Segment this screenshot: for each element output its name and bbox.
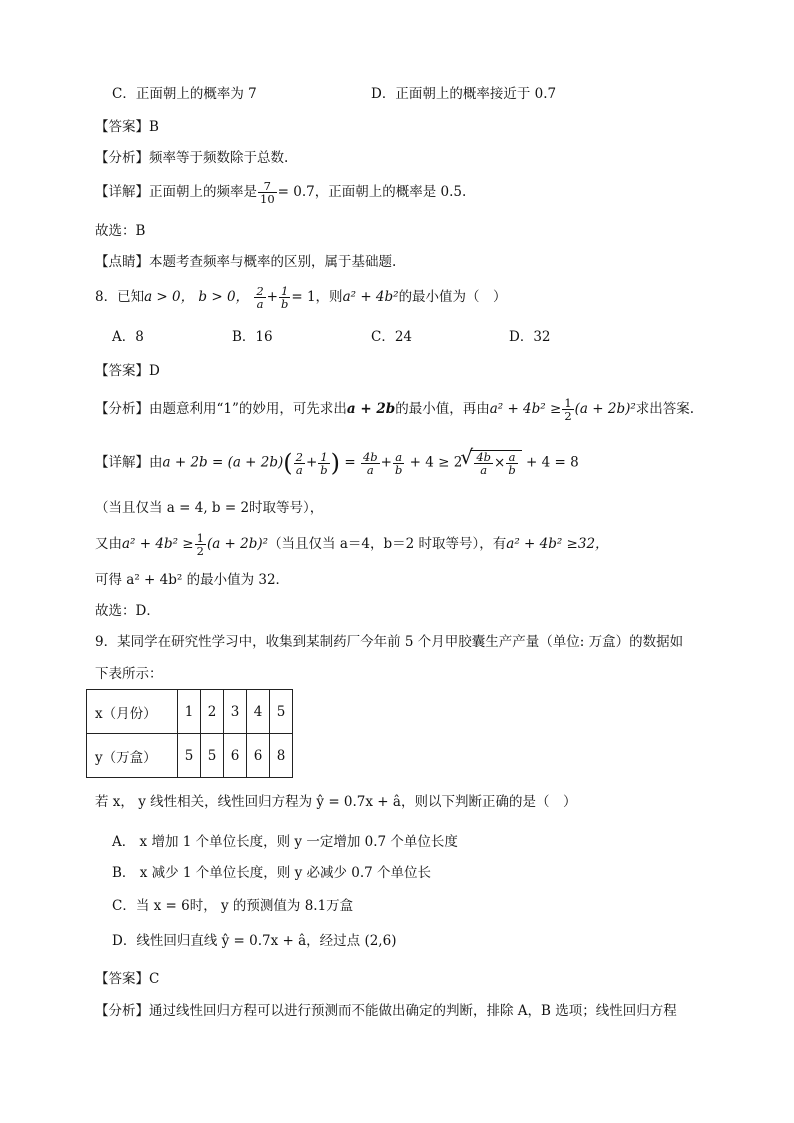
q7-choose: [95, 221, 145, 241]
data-table: [86, 689, 293, 778]
q9-option-a: [112, 832, 458, 852]
q8-option-b: [232, 327, 273, 347]
q8-stem: 8．已知a > 0， b > 0， $\frac{2}{a}$ + $\frac{1}{b}$ = 1，则a² + 4b²的最小值为（ ）: [95, 284, 507, 311]
detail-plus4: + 4 ≥ 2: [409, 454, 463, 471]
q7-detail: [95, 180, 466, 205]
detail-tag: 【详解】: [95, 454, 149, 471]
table-row: [87, 734, 293, 778]
fraction-numerator: √ 4b: [476, 450, 491, 464]
option-text: B． x 减少 1 个单位长度，则 y 必减少 0.7 个单位长: [112, 865, 432, 881]
answer-tag: 【答案】: [95, 119, 149, 135]
fraction: [393, 451, 404, 476]
q7-option-d-text: D．正面朝上的概率接近于 0.7: [371, 86, 557, 102]
detail-pre: 由: [149, 454, 163, 471]
q9-stem3: [95, 792, 576, 812]
detail-eq1: a + 2b = (a + 2b): [162, 454, 284, 471]
q8-stem-end: 的最小值为（ ）: [398, 289, 507, 305]
q8-stem-expr: a² + 4b²: [342, 289, 399, 305]
fraction-denominator: b: [280, 297, 289, 311]
analysis-pre: 由题意利用“1”的妙用，可先求出: [149, 401, 347, 417]
q9-option-b: [112, 863, 431, 883]
analysis-tag: 【分析】: [95, 401, 149, 417]
fraction: [361, 451, 380, 476]
fraction: [195, 532, 206, 557]
answer-tag: 【答案】: [95, 971, 149, 987]
analysis-tail: (a + 2b)²: [574, 401, 636, 417]
sqrt-radical: [470, 450, 521, 476]
table-cell: 5: [270, 690, 293, 734]
q8-stem-condition: a > 0， b > 0，: [144, 289, 250, 305]
option-text: D．线性回归直线 ŷ = 0.7x + â，经过点 (2,6): [112, 933, 397, 949]
fraction-numerator: 7: [258, 180, 277, 193]
q8-note1: [95, 498, 323, 518]
q8-answer: [95, 361, 160, 381]
q8-choose: [95, 601, 160, 621]
fraction: [258, 180, 277, 205]
table-cell: 2: [201, 690, 224, 734]
fraction-denominator: 2: [196, 544, 204, 558]
line-tail: (a + 2b)²: [206, 536, 269, 552]
q7-option-d: [371, 84, 556, 104]
q7-option-c-text: C．正面朝上的概率为 7: [112, 86, 257, 102]
table-cell: 5: [178, 734, 201, 778]
analysis-end: 求出答案.: [635, 401, 695, 417]
analysis-tag: 【分析】: [95, 1003, 149, 1019]
fraction-denominator: 2: [564, 409, 572, 423]
option-text: A．8: [112, 329, 144, 345]
fraction-numerator: a: [506, 451, 517, 464]
q7-answer: [95, 117, 159, 137]
fraction-denominator: 10: [260, 192, 275, 206]
option-text: C．当 x = 6时， y 的预测值为 8.1万盒: [112, 898, 354, 914]
line-text: 可得 a² + 4b² 的最小值为 32．: [95, 572, 290, 588]
table-cell: 4: [247, 690, 270, 734]
fraction-denominator: a: [366, 462, 374, 477]
q8-analysis: [95, 397, 694, 422]
paren-open: (: [283, 449, 293, 477]
fraction: [506, 451, 517, 476]
fraction-denominator: a: [256, 297, 264, 311]
q8-stem-eq: = 1，则: [291, 289, 343, 305]
answer-value: C: [149, 971, 160, 987]
option-text: A． x 增加 1 个单位长度，则 y 一定增加 0.7 个单位长度: [112, 834, 458, 850]
stem-text: 下表所示：: [95, 666, 163, 682]
detail-eq2: =: [344, 454, 356, 471]
option-text: D．32: [509, 329, 551, 345]
fraction-numerator: 1: [564, 396, 572, 410]
q9-analysis: [95, 1001, 677, 1021]
fraction: [318, 451, 329, 476]
fraction-numerator: 1: [279, 285, 290, 298]
choose-text: 故选：D．: [95, 603, 160, 619]
detail-tag: 【详解】: [95, 184, 149, 200]
stem-text: 9．某同学在研究性学习中，收集到某制药厂今年前 5 个月甲胶囊生产产量（单位: 万盒）的数据如: [95, 634, 684, 650]
q9-stem2: [95, 664, 163, 684]
analysis-mid: 的最小值，再由: [395, 401, 490, 417]
answer-value: B: [149, 119, 159, 135]
fraction: [474, 451, 493, 476]
analysis-tag: 【分析】: [95, 150, 149, 166]
q8-stem-start: 8．已知: [95, 289, 145, 305]
fraction: [279, 285, 290, 310]
comment-tag: 【点睛】: [95, 254, 149, 270]
fraction-denominator: b: [508, 463, 516, 477]
q9-stem1: [95, 632, 683, 652]
table-cell: 8: [270, 734, 293, 778]
fraction: [562, 397, 573, 422]
fraction-numerator: 1: [196, 531, 204, 545]
detail-end: + 4 = 8: [525, 454, 579, 471]
detail-post: = 0.7，正面朝上的概率是 0.5.: [277, 184, 467, 200]
line-note: （当且仅当 a＝4，b＝2 时取等号），有: [268, 536, 507, 552]
analysis-expr: a + 2b: [346, 401, 396, 417]
table-cell: 6: [224, 734, 247, 778]
q9-answer: [95, 969, 159, 989]
answer-value: D: [149, 363, 160, 379]
choose-text: 故选：B: [95, 223, 146, 239]
q9-option-d: [112, 931, 396, 951]
comment-text: 本题考查频率与概率的区别，属于基础题.: [149, 254, 397, 270]
fraction-numerator: a: [393, 451, 404, 464]
fraction-numerator: 2: [256, 284, 264, 298]
row-label: x（月份）: [87, 690, 178, 734]
fraction-numerator: 1: [318, 451, 329, 464]
fraction: [294, 451, 305, 476]
paren-close: ): [330, 449, 341, 477]
q8-option-c: [371, 327, 412, 347]
analysis-text: 频率等于频数除于总数.: [149, 150, 289, 166]
fraction-numerator: 2: [295, 449, 303, 464]
note-text: （当且仅当 a = 4, b = 2时取等号），: [95, 500, 324, 516]
line-expr: a² + 4b² ≥: [122, 536, 194, 552]
table-cell: 3: [224, 690, 247, 734]
q8-option-a: [112, 327, 144, 347]
fraction-denominator: b: [320, 462, 328, 477]
table-cell: 1: [178, 690, 201, 734]
q7-analysis: [95, 148, 288, 168]
detail-pre: 正面朝上的频率是: [149, 184, 257, 200]
option-text: C．24: [371, 329, 413, 345]
analysis-ineq: a² + 4b² ≥: [489, 401, 562, 417]
line-pre: 又由: [95, 536, 122, 552]
line-end: a² + 4b² ≥32，: [506, 536, 609, 552]
fraction-denominator: a: [295, 462, 303, 477]
q7-option-c: [112, 84, 257, 104]
q8-detail: 【详解】由a + 2b = (a + 2b)( $\frac{2}{a}$ + $\frac{1}{b}$ ) = $\frac{4b}{a}$ + $\frac{a}{b}$ + 4 ≥ 2 √ $\frac{4b}{a}$ × $\frac{a}{b}$ + 4 = 8: [95, 450, 579, 476]
q8-line3: [95, 570, 289, 590]
q8-option-d: [509, 327, 551, 347]
fraction-denominator: b: [394, 462, 403, 477]
q8-line2: [95, 532, 609, 557]
table-row: [87, 690, 293, 734]
option-text: B．16: [232, 329, 273, 345]
q9-option-c: [112, 896, 353, 916]
table-cell: 5: [201, 734, 224, 778]
answer-tag: 【答案】: [95, 363, 149, 379]
fraction-numerator: 4b: [362, 449, 378, 464]
fraction: [254, 285, 265, 310]
fraction-denominator: a: [480, 463, 488, 477]
q7-comment: [95, 252, 396, 272]
row-label: y（万盒）: [87, 734, 178, 778]
stem-text: 若 x， y 线性相关，线性回归方程为 ŷ = 0.7x + â，则以下判断正确的是（ ）: [95, 794, 577, 810]
table-cell: 6: [247, 734, 270, 778]
analysis-text: 通过线性回归方程可以进行预测而不能做出确定的判断，排除 A，B 选项；线性回归方程: [149, 1003, 677, 1019]
times-sign: ×: [494, 455, 506, 471]
